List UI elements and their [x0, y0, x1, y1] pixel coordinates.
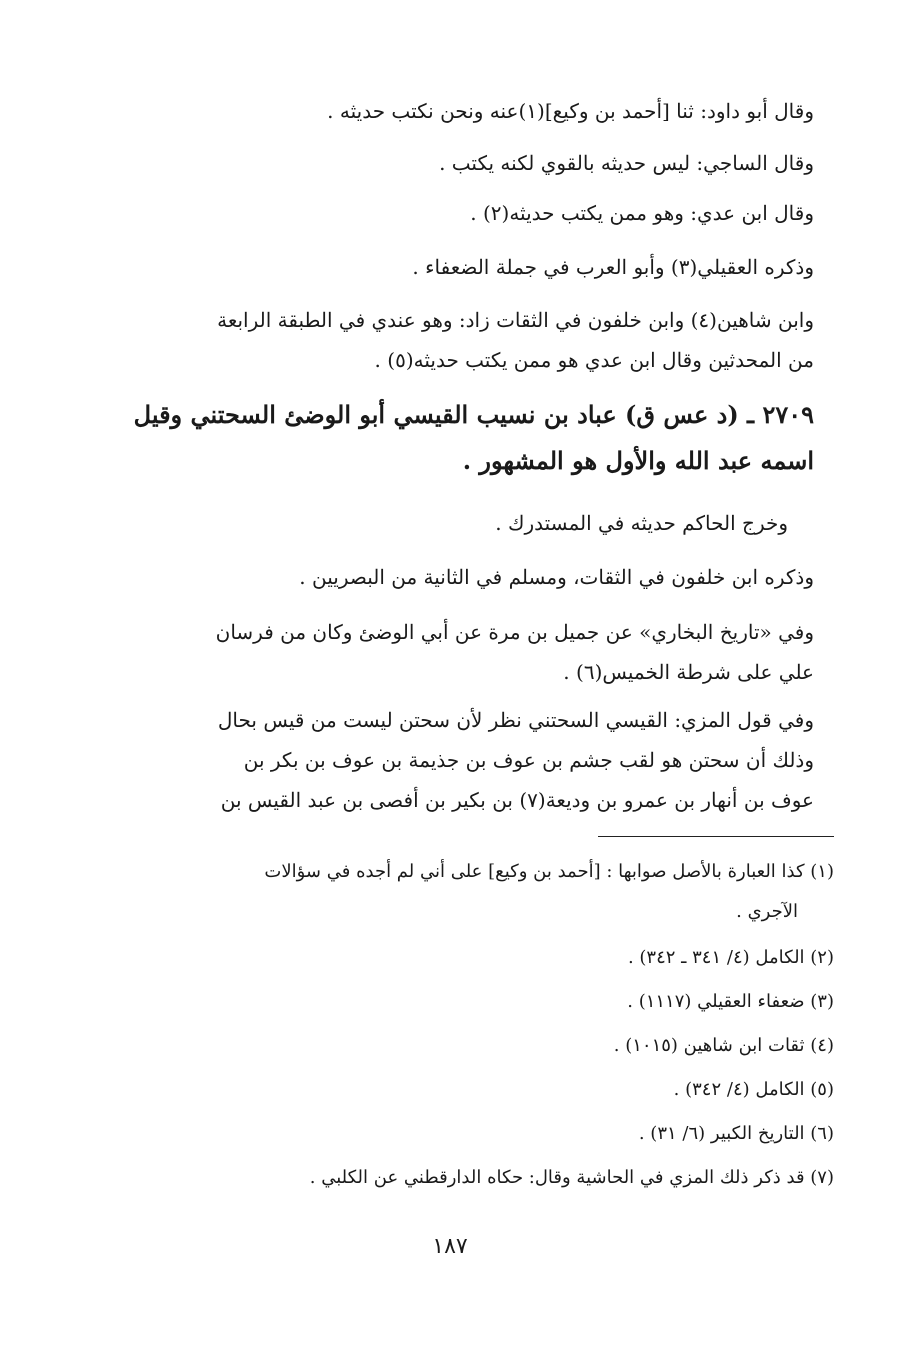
text-line: وذكره ابن خلفون في الثقات، ومسلم في الثانية من البصريين .	[299, 565, 814, 589]
entry-heading-line: ٢٧٠٩ ـ (د عس ق) عباد بن نسيب القيسي أبو الوضئ السحتني وقيل	[133, 400, 814, 429]
footnote-separator	[598, 836, 834, 837]
footnote: (٦) التاريخ الكبير (٦/ ٣١) .	[638, 1123, 834, 1144]
page-number: ١٨٧	[432, 1234, 468, 1259]
footnote: (٧) قد ذكر ذلك المزي في الحاشية وقال: حكاه الدارقطني عن الكلبي .	[309, 1167, 834, 1188]
text-line: وفي قول المزي: القيسي السحتني نظر لأن سحتن ليست من قيس بحال	[217, 708, 814, 732]
text-line: وذكره العقيلي(٣) وأبو العرب في جملة الضعفاء .	[412, 255, 814, 279]
paragraph	[120, 300, 814, 380]
entry-heading	[118, 392, 814, 484]
text-line: وقال الساجي: ليس حديثه بالقوي لكنه يكتب .	[439, 151, 814, 175]
footnote: (٢) الكامل (٤/ ٣٤١ ـ ٣٤٢) .	[627, 947, 834, 968]
paragraph	[120, 700, 814, 820]
footnote: (٤) ثقات ابن شاهين (١٠١٥) .	[613, 1035, 834, 1056]
footnote: (٥) الكامل (٤/ ٣٤٢) .	[673, 1079, 834, 1100]
text-line: من المحدثين وقال ابن عدي هو ممن يكتب حديثه(٥) .	[374, 348, 814, 372]
text-line: وقال أبو داود: ثنا [أحمد بن وكيع](١)عنه ونحن نكتب حديثه .	[327, 99, 814, 123]
entry-heading-line: اسمه عبد الله والأول هو المشهور .	[462, 446, 814, 475]
text-line: وقال ابن عدي: وهو ممن يكتب حديثه(٢) .	[470, 201, 814, 225]
paragraph	[120, 612, 814, 692]
footnote	[130, 852, 834, 932]
text-line: وخرج الحاكم حديثه في المستدرك .	[495, 511, 788, 535]
footnote-line: (١) كذا العبارة بالأصل صوابها : [أحمد بن وكيع] على أني لم أجده في سؤالات	[264, 861, 834, 882]
text-line: وذلك أن سحتن هو لقب جشم بن عوف بن جذيمة بن عوف بن بكر بن	[243, 748, 814, 772]
text-line: وابن شاهين(٤) وابن خلفون في الثقات زاد: وهو عندي في الطبقة الرابعة	[217, 308, 814, 332]
footnote-line: الآجري .	[736, 901, 798, 922]
text-line: علي على شرطة الخميس(٦) .	[563, 660, 814, 684]
text-line: عوف بن أنهار بن عمرو بن وديعة(٧) بن بكير بن أفصى بن عبد القيس بن	[220, 788, 814, 812]
footnote: (٣) ضعفاء العقيلي (١١١٧) .	[627, 991, 834, 1012]
text-line: وفي «تاريخ البخاري» عن جميل بن مرة عن أبي الوضئ وكان من فرسان	[215, 620, 814, 644]
